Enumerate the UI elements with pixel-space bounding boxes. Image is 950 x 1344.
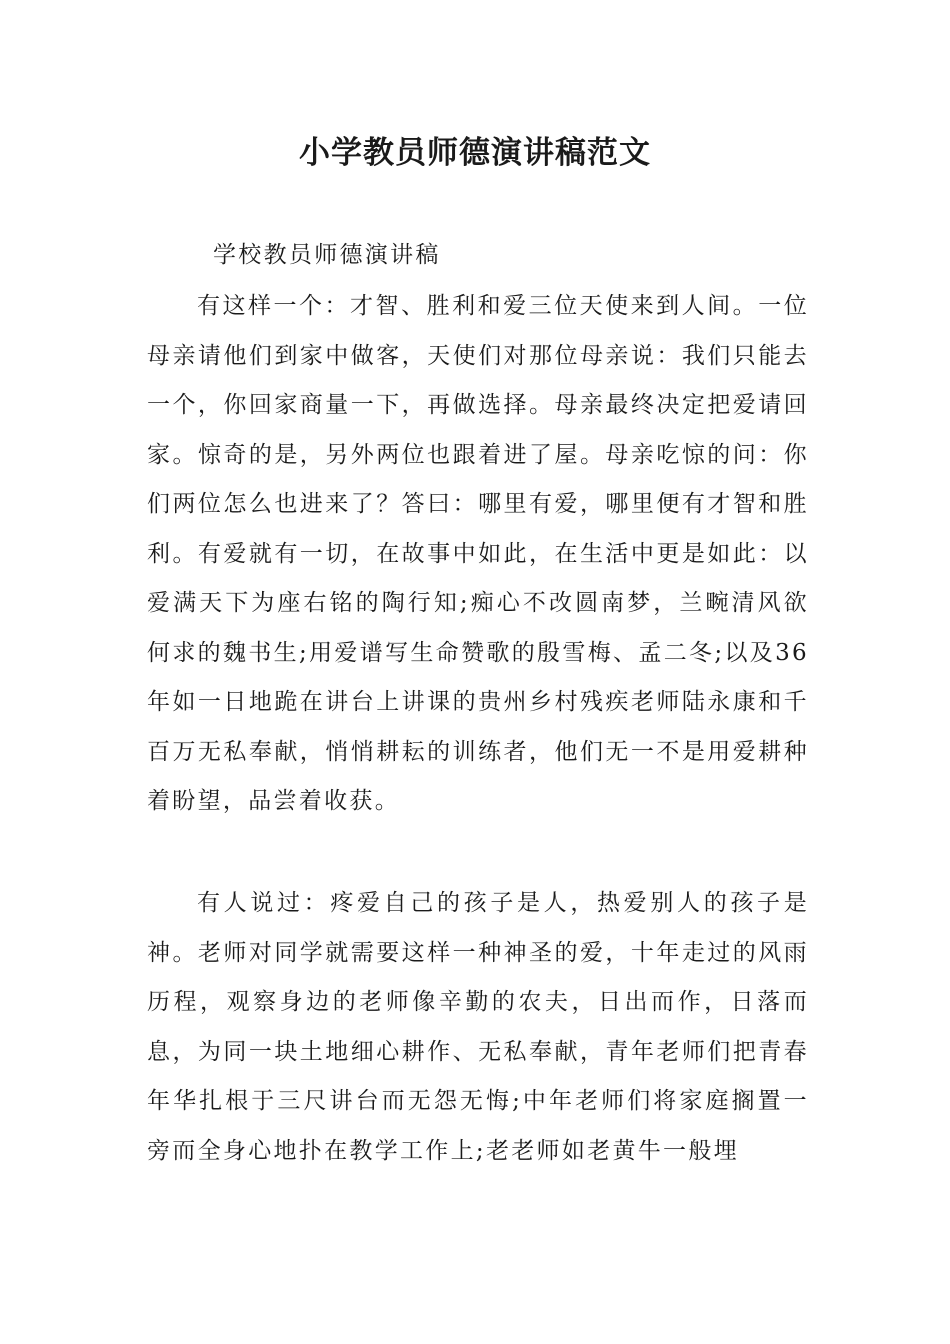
document-title: 小学教员师德演讲稿范文 <box>299 135 651 171</box>
paragraph-1: 有这样一个：才智、胜利和爱三位天使来到人间。一位母亲请他们到家中做客，天使们对那位母亲说：我们只能去一个，你回家商量一下，再做选择。母亲最终决定把爱请回家。惊奇的是，另外两位也跟着进了屋。母亲吃惊的问：你们两位怎么也进来了？答曰：哪里有爱，哪里便有才智和胜利。有爱就有一切，在故事中如此，在生活中更是如此：以爱满天下为座右铭的陶行知;痴心不改圆南梦，兰畹清风欲何求的魏书生;用爱谱写生命赞歌的殷雪梅、孟二冬;以及36年如一日地跪在讲台上讲课的贵州乡村残疾老师陆永康和千百万无私奉献，悄悄耕耘的训练者，他们无一不是用爱耕种着盼望，品尝着收获。 <box>147 293 809 814</box>
document-subheading: 学校教员师德演讲稿 <box>213 242 441 268</box>
paragraph-2: 有人说过：疼爱自己的孩子是人，热爱别人的孩子是神。老师对同学就需要这样一种神圣的爱，十年走过的风雨历程，观察身边的老师像辛勤的农夫，日出而作，日落而息，为同一块土地细心耕作、无私奉献，青年老师们把青春年华扎根于三尺讲台而无怨无悔;中年老师们将家庭搁置一旁而全身心地扑在教学工作上;老老师如老黄牛一般埋 <box>147 890 809 1164</box>
